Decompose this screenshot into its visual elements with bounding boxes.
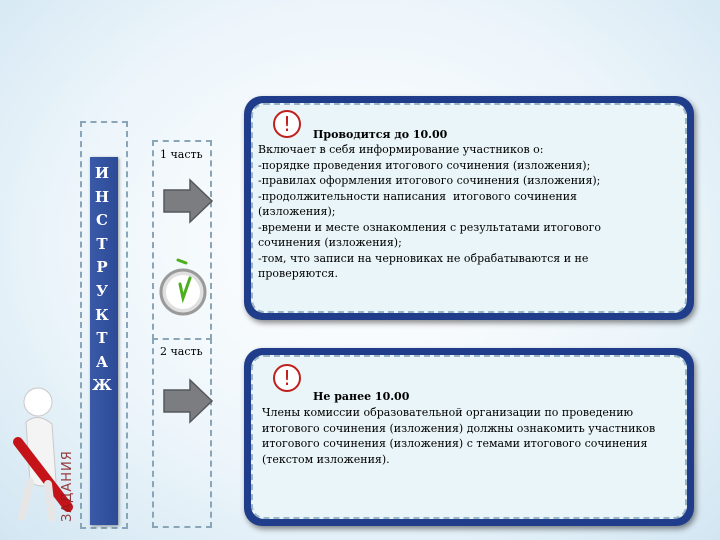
letter: Р bbox=[96, 258, 108, 277]
part1-label: 1 часть bbox=[160, 148, 203, 161]
instruction-letters bbox=[88, 162, 116, 398]
part2-connector bbox=[152, 338, 212, 528]
letter: С bbox=[96, 211, 108, 230]
part1-body: Включает в себя информирование участников о: -порядке проведения итогового сочинения (изложения); -правилах оформления итогового сочинения (изложения); -продолжительности написания итогового сочинения (изложения); -времени и месте ознакомления с результатами итогового сочинения (изложения); -том, что записи на черновиках не обрабатываются и не проверяются. bbox=[258, 143, 601, 280]
letter: К bbox=[95, 305, 109, 324]
letter: И bbox=[94, 164, 110, 182]
letter: Ж bbox=[92, 376, 112, 395]
letter: Т bbox=[96, 234, 108, 253]
part2-body: Члены комиссии образовательной организации по проведению итогового сочинения (изложения) должны ознакомить участников итогового сочинения (изложения) с темами итогового сочинения (текстом изложения). bbox=[262, 406, 656, 466]
exclamation-icon: ! bbox=[273, 110, 301, 138]
part2-label: 2 часть bbox=[160, 345, 203, 358]
letter: Т bbox=[96, 329, 108, 348]
letter: А bbox=[95, 352, 109, 371]
letter: Н bbox=[94, 187, 110, 206]
right-arrow-icon bbox=[162, 378, 214, 424]
part1-title: Проводится до 10.00 bbox=[313, 128, 448, 141]
clock-icon bbox=[158, 258, 208, 318]
right-arrow-icon bbox=[162, 178, 214, 224]
letter: У bbox=[95, 281, 109, 300]
ribbon-text: ЗАДАНИЯ bbox=[60, 450, 75, 522]
exclamation-icon: ! bbox=[273, 364, 301, 392]
part2-title: Не ранее 10.00 bbox=[313, 390, 410, 403]
